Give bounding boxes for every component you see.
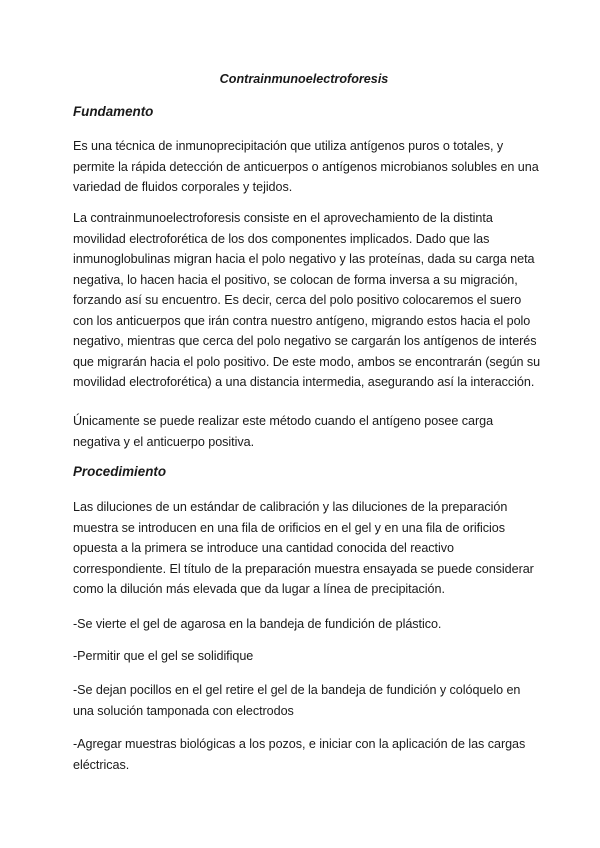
- text-line: -Permitir que el gel se solidifique: [73, 649, 254, 663]
- text-line: muestra se introducen en una fila de orificios en el gel y en una fila de orificios: [73, 520, 505, 535]
- text-line: negativo, mientras que cerca del polo negativo se cargarán los antígenos de interés: [73, 334, 537, 348]
- paragraph: [73, 411, 535, 452]
- text-line: forzando así su encuentro. Es decir, cerca del polo positivo colocaremos el suero: [73, 293, 522, 307]
- text-line: correspondiente. El título de la preparación muestra ensayada se puede considerar: [73, 561, 534, 576]
- paragraph: [73, 680, 535, 721]
- text-line: Es una técnica de inmunoprecipitación que utiliza antígenos puros o totales, y: [73, 139, 504, 153]
- text-line: permite la rápida detección de anticuerpos o antígenos microbianos solubles en una: [73, 159, 539, 174]
- text-line: como la dilución más elevada que da lugar a línea de precipitación.: [73, 582, 445, 596]
- text-line: Las diluciones de un estándar de calibración y las diluciones de la preparación: [73, 500, 508, 514]
- text-line: inmunoglobulinas migran hacia el polo negativo y las proteínas, dada su carga neta: [73, 252, 535, 266]
- paragraph: [73, 614, 535, 635]
- text-line: opuesta a la primera se introduce una cantidad conocida del reactivo: [73, 541, 454, 555]
- paragraph: [73, 646, 535, 667]
- paragraph: [73, 136, 539, 198]
- text-line: negativa y el anticuerpo positiva.: [73, 434, 255, 449]
- paragraph: [73, 497, 535, 600]
- section-heading-procedimiento: Procedimiento: [73, 464, 167, 479]
- text-line: movilidad electroforética) a una distancia intermedia, asegurando así la interacción.: [73, 375, 535, 389]
- text-line: -Se dejan pocillos en el gel retire el gel de la bandeja de fundición y colóquelo en: [73, 683, 521, 697]
- text-line: negativa, lo hacen hacia el positivo, se colocan de forma inversa a su migración,: [73, 272, 518, 287]
- text-line: movilidad electroforética de los dos componentes implicados. Dado que las: [73, 231, 490, 246]
- paragraph: [73, 734, 535, 775]
- text-line: con los anticuerpos que irán contra nuestro antígeno, migrando estos hacia el polo: [73, 313, 531, 328]
- text-line: -Agregar muestras biológicas a los pozos, e iniciar con la aplicación de las cargas: [73, 737, 526, 751]
- text-line: Únicamente se puede realizar este método cuando el antígeno posee carga: [73, 414, 494, 428]
- text-line: eléctricas.: [73, 757, 130, 772]
- paragraph: [73, 208, 541, 393]
- text-line: variedad de fluidos corporales y tejidos.: [73, 180, 293, 194]
- text-line: que migrarán hacia el polo positivo. De este modo, ambos se encontrarán (según su: [73, 354, 541, 369]
- section-heading-fundamento: Fundamento: [73, 104, 154, 119]
- text-line: La contrainmunoelectroforesis consiste en el aprovechamiento de la distinta: [73, 211, 493, 225]
- document-title: Contrainmunoelectroforesis: [219, 72, 389, 86]
- text-line: -Se vierte el gel de agarosa en la bandeja de fundición de plástico.: [73, 617, 442, 631]
- text-line: una solución tamponada con electrodos: [73, 703, 294, 718]
